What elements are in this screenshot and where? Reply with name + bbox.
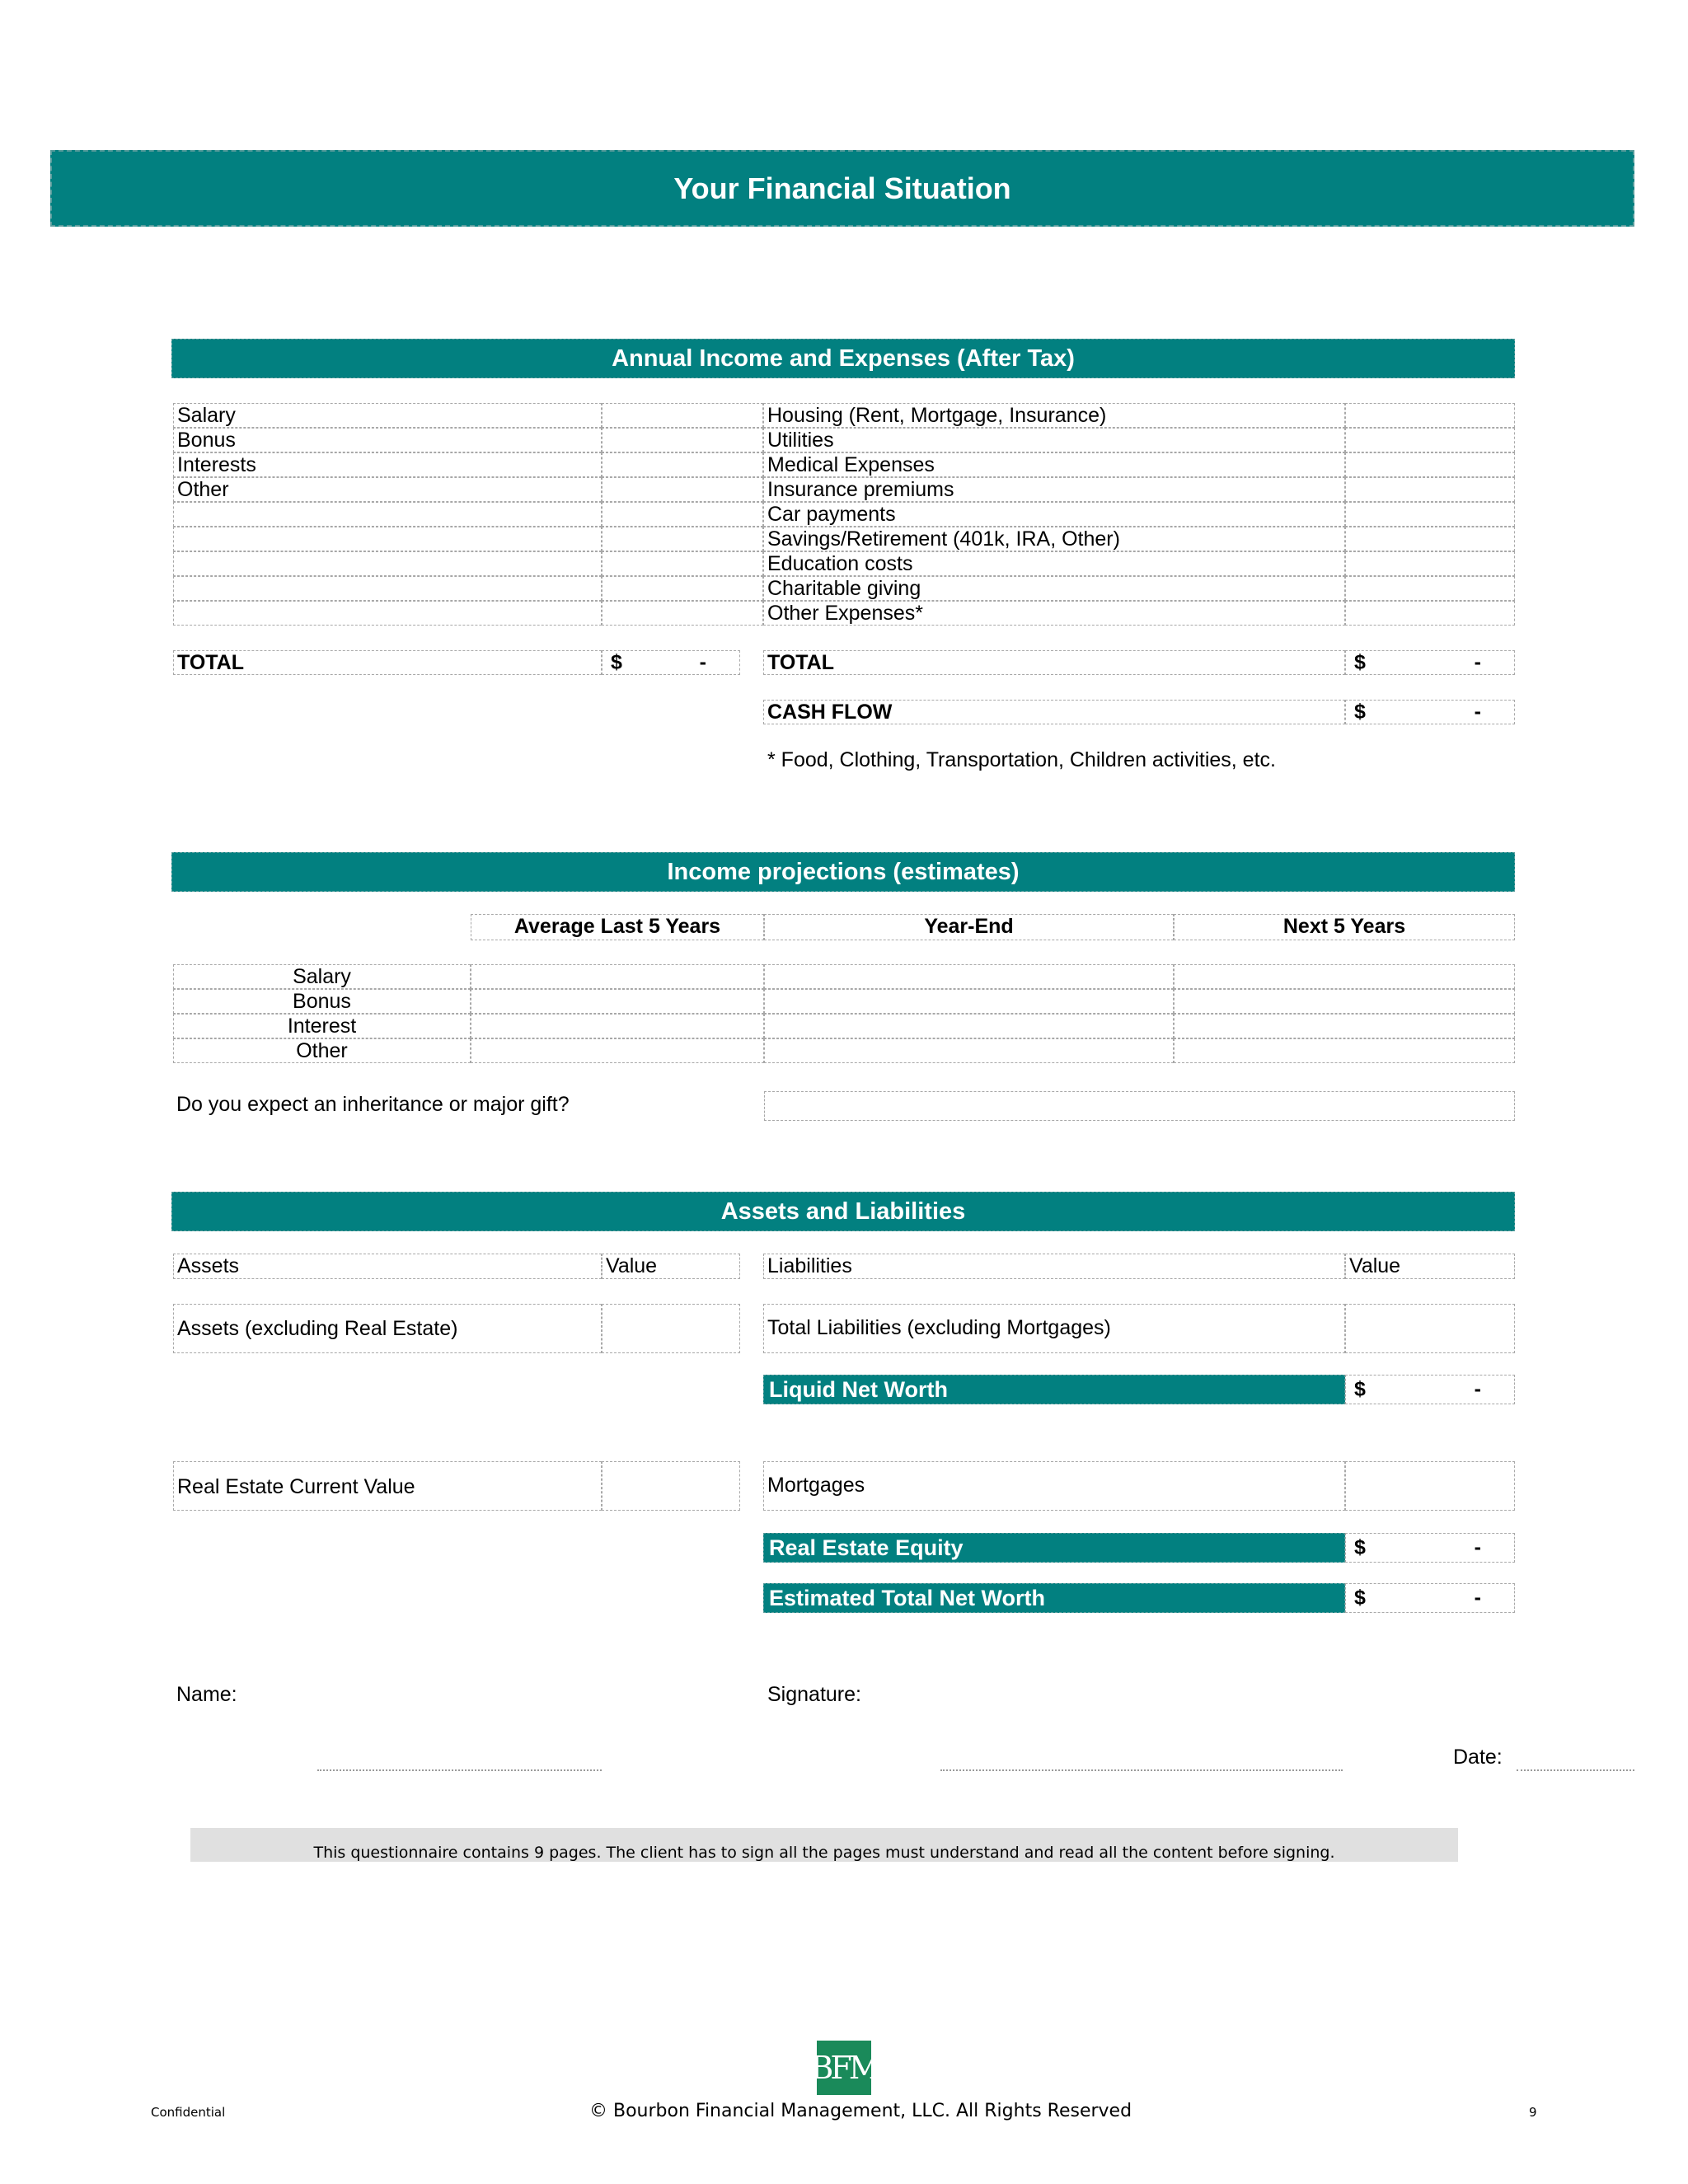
income-row-label [173, 551, 602, 576]
income-row-label [173, 527, 602, 551]
date-line[interactable] [1517, 1769, 1634, 1771]
assets-excl-label: Assets (excluding Real Estate) [173, 1304, 602, 1353]
projection-row-label: Other [173, 1038, 471, 1063]
total-liabilities-label: Total Liabilities (excluding Mortgages) [763, 1304, 1345, 1353]
col-header-assets-value: Value [602, 1254, 740, 1279]
expense-row-label: Housing (Rent, Mortgage, Insurance) [763, 403, 1345, 428]
bfm-logo: BFM [817, 2041, 871, 2095]
income-row-label: Interests [173, 452, 602, 477]
income-total-label: TOTAL [173, 650, 602, 675]
expense-row-value[interactable] [1345, 452, 1515, 477]
income-row-label [173, 576, 602, 601]
section-header-assets: Assets and Liabilities [171, 1192, 1515, 1231]
projection-next-5-cell[interactable] [1174, 1038, 1515, 1063]
signature-line[interactable] [940, 1769, 1343, 1771]
income-row-label [173, 601, 602, 626]
mortgages-label: Mortgages [763, 1461, 1345, 1511]
projection-row-label: Bonus [173, 989, 471, 1014]
income-row-value[interactable] [602, 403, 763, 428]
total-liabilities-value[interactable] [1345, 1304, 1515, 1353]
real-estate-equity-value: $ - [1345, 1533, 1515, 1563]
total-net-worth-value: $ - [1345, 1583, 1515, 1613]
projection-next-5-cell[interactable] [1174, 1014, 1515, 1038]
inheritance-question: Do you expect an inheritance or major gift? [176, 1093, 570, 1116]
expense-row-value[interactable] [1345, 428, 1515, 452]
income-row-value[interactable] [602, 502, 763, 527]
inheritance-answer-field[interactable] [764, 1091, 1515, 1121]
projection-average-cell[interactable] [471, 989, 764, 1014]
projection-average-cell[interactable] [471, 1014, 764, 1038]
projection-average-cell[interactable] [471, 964, 764, 989]
expense-row-label: Insurance premiums [763, 477, 1345, 502]
projection-next-5-cell[interactable] [1174, 964, 1515, 989]
col-header-liabilities: Liabilities [763, 1254, 1345, 1279]
expense-row-value[interactable] [1345, 477, 1515, 502]
assets-excl-value[interactable] [602, 1304, 740, 1353]
mortgages-value[interactable] [1345, 1461, 1515, 1511]
expense-total-label: TOTAL [763, 650, 1345, 675]
liquid-net-worth-label: Liquid Net Worth [763, 1375, 1345, 1404]
section-header-annual: Annual Income and Expenses (After Tax) [171, 339, 1515, 378]
income-row-value[interactable] [602, 527, 763, 551]
signing-notice: This questionnaire contains 9 pages. The client has to sign all the pages must understand and read all the content before signing. [190, 1828, 1458, 1862]
expense-row-label: Car payments [763, 502, 1345, 527]
income-row-label: Other [173, 477, 602, 502]
income-row-value[interactable] [602, 428, 763, 452]
liquid-net-worth-value: $ - [1345, 1375, 1515, 1404]
col-header-assets: Assets [173, 1254, 602, 1279]
real-estate-equity-label: Real Estate Equity [763, 1533, 1345, 1563]
expense-row-label: Utilities [763, 428, 1345, 452]
income-row-value[interactable] [602, 601, 763, 626]
footer-page-number: 9 [1529, 2105, 1537, 2120]
col-header-liabilities-value: Value [1345, 1254, 1515, 1279]
income-row-label: Salary [173, 403, 602, 428]
projection-next-5-cell[interactable] [1174, 989, 1515, 1014]
expense-row-value[interactable] [1345, 403, 1515, 428]
expense-total-value: $ - [1345, 650, 1515, 675]
income-total-value: $ - [602, 650, 740, 675]
col-header-next-5: Next 5 Years [1174, 914, 1515, 940]
cash-flow-label: CASH FLOW [763, 700, 1345, 724]
projection-average-cell[interactable] [471, 1038, 764, 1063]
projection-year-end-cell[interactable] [764, 1014, 1174, 1038]
total-net-worth-label: Estimated Total Net Worth [763, 1583, 1345, 1613]
expense-footnote: * Food, Clothing, Transportation, Children activities, etc. [767, 748, 1276, 771]
expense-row-value[interactable] [1345, 527, 1515, 551]
footer-copyright: © Bourbon Financial Management, LLC. All Rights Reserved [589, 2101, 1132, 2121]
income-row-value[interactable] [602, 477, 763, 502]
name-label: Name: [176, 1683, 237, 1706]
col-header-average: Average Last 5 Years [471, 914, 764, 940]
expense-row-label: Medical Expenses [763, 452, 1345, 477]
expense-row-label: Charitable giving [763, 576, 1345, 601]
income-row-value[interactable] [602, 452, 763, 477]
income-row-label [173, 502, 602, 527]
footer-confidential: Confidential [151, 2105, 226, 2120]
projection-row-label: Interest [173, 1014, 471, 1038]
income-row-label: Bonus [173, 428, 602, 452]
projection-year-end-cell[interactable] [764, 1038, 1174, 1063]
expense-row-value[interactable] [1345, 601, 1515, 626]
income-row-value[interactable] [602, 576, 763, 601]
real-estate-value-label: Real Estate Current Value [173, 1461, 602, 1511]
expense-row-label: Other Expenses* [763, 601, 1345, 626]
income-row-value[interactable] [602, 551, 763, 576]
expense-row-value[interactable] [1345, 551, 1515, 576]
projection-year-end-cell[interactable] [764, 989, 1174, 1014]
projection-row-label: Salary [173, 964, 471, 989]
expense-row-value[interactable] [1345, 576, 1515, 601]
name-line[interactable] [317, 1769, 602, 1771]
real-estate-value-field[interactable] [602, 1461, 740, 1511]
expense-row-value[interactable] [1345, 502, 1515, 527]
section-header-projections: Income projections (estimates) [171, 852, 1515, 892]
expense-row-label: Education costs [763, 551, 1345, 576]
page-title: Your Financial Situation [50, 150, 1634, 227]
date-label: Date: [1453, 1746, 1503, 1769]
expense-row-label: Savings/Retirement (401k, IRA, Other) [763, 527, 1345, 551]
cash-flow-value: $ - [1345, 700, 1515, 724]
signature-label: Signature: [767, 1683, 861, 1706]
projection-year-end-cell[interactable] [764, 964, 1174, 989]
col-header-year-end: Year-End [764, 914, 1174, 940]
